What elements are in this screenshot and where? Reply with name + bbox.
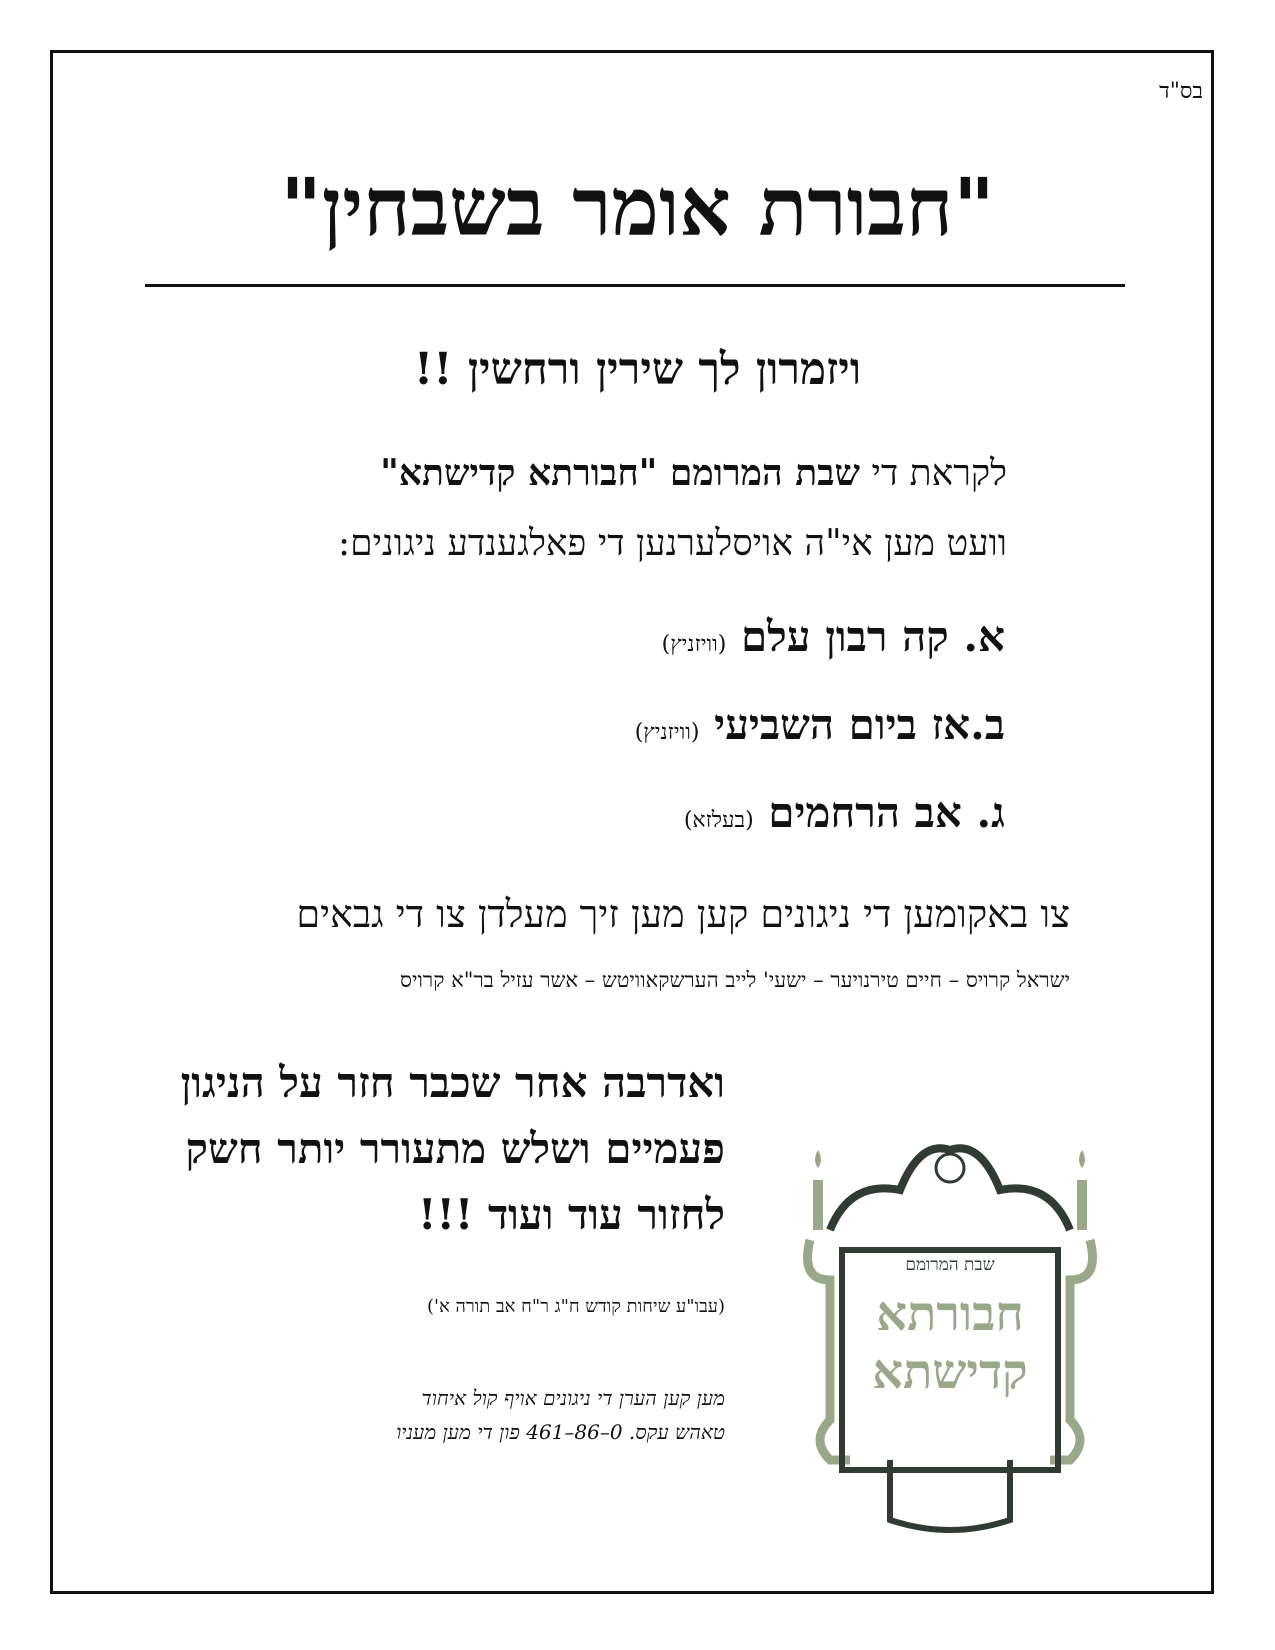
nigun-item — [662, 612, 1005, 662]
listen-line-2: טאהש עקס. 0–86–461 פון די מען מעניו — [396, 1420, 725, 1444]
quote-line: פעמיים ושלש מתעורר יותר חשק — [185, 1124, 725, 1173]
gabaim-list: ישראל קרויס – חיים טירנויער – ישעי' לייב הערשקאוויטש – אשר עזיל בר"א קרויס — [400, 968, 1070, 992]
logo-name-line-1: חבורתא — [876, 1286, 1024, 1342]
nigun-label: ב.אז ביום השביעי — [714, 700, 1005, 749]
intro-line-2: וועט מען אי"ה אויסלערנען די פאלגענדע ניגונים: — [338, 523, 1007, 564]
logo-top-text: שבת המרומם — [905, 1255, 995, 1275]
intro-shabbos: שבת המרומם — [669, 452, 860, 494]
intro-name: "חבורתא קדישתא" — [380, 452, 670, 494]
subtitle: ויזמרון לך שירין ורחשין !! — [413, 344, 862, 395]
nigun-item — [684, 788, 1005, 838]
intro-line — [380, 452, 1007, 494]
bsd-header: בס"ד — [1159, 79, 1203, 104]
logo-flame-right — [1079, 1150, 1085, 1168]
contact-line: צו באקומען די ניגונים קען מען זיך מעלדן צו די גבאים — [296, 892, 1070, 936]
logo-crown-ornament — [830, 1148, 1070, 1230]
nigun-label: ג. אב הרחמים — [768, 788, 1005, 837]
page-title: "חבורת אומר בשבחין" — [280, 160, 995, 254]
logo-seal-icon — [936, 1154, 964, 1182]
intro-prefix: לקראת די — [860, 453, 1007, 494]
listen-line-1: מען קען הערן די ניגונים אויף קול איחוד — [421, 1386, 725, 1410]
nigun-note: (וויזניץ) — [634, 720, 700, 745]
quote-source: (עבו"ע שיחות קודש ח"ג ר"ח אב תורה א') — [426, 1296, 725, 1317]
quote-line: ואדרבה אחר שכבר חזר על הניגון — [180, 1058, 725, 1107]
chavursa-logo — [790, 1120, 1110, 1540]
nigun-item — [635, 700, 1005, 750]
title-divider — [145, 284, 1125, 287]
nigun-note: (בעלזא) — [683, 808, 754, 833]
nigun-note: (וויזניץ) — [661, 632, 727, 657]
quote-line: לחזור עוד ועוד !!! — [418, 1190, 725, 1239]
logo-name-line-2: קדישתא — [872, 1344, 1028, 1400]
logo-flame-left — [815, 1150, 821, 1168]
nigun-label: א. קה רבון עלם — [740, 612, 1005, 661]
